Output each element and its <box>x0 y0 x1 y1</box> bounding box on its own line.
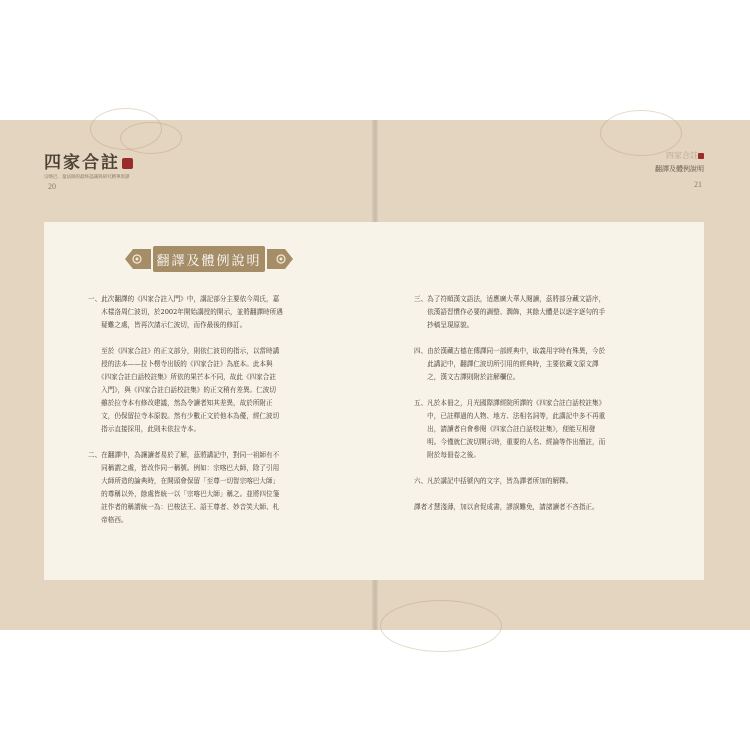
text-line: 四、由於漢藏古德在傳譯同一部經典中，取義用字時有殊異，今於 <box>414 347 606 355</box>
red-seal-icon <box>698 153 704 159</box>
paragraph <box>414 397 664 462</box>
right-page-number: 21 <box>694 180 702 189</box>
text-line: 此講記中，翻譯仁波切所引用的經典時，主要依藏文原文譯 <box>414 360 599 368</box>
text-line: 同稱謂之處，皆改作同一稱號。例如：宗喀巴大師，除了引用 <box>88 464 280 472</box>
text-line: 附於每冊卷之後。 <box>414 451 480 459</box>
text-line: 五、凡於本冊之，月光國際譯經院所譯的《四家合註白話校註集》 <box>414 399 606 407</box>
text-line: 大師所造的論典時，在開頭會保留「至尊一切智宗喀巴大師」 <box>88 477 280 485</box>
text-line: 文，仍保留拉寺本原貌。然有少數正文於他本為優，經仁波切 <box>88 412 280 420</box>
section-title-banner <box>125 246 293 272</box>
ornament-right-icon <box>267 249 293 269</box>
text-line: 之，漢文古譯則附於註解欄位。 <box>414 373 520 381</box>
left-page-header <box>44 148 133 180</box>
paragraph <box>414 501 664 514</box>
text-line: 《四家合註白話校註集》所依的果芒本不同，故此《四家合註 <box>88 373 276 381</box>
series-subtitle: 宗喀巴．量法師的最終認識與研究精華原譯 <box>44 175 130 180</box>
text-line: 授的法本——拉卜楞寺出版的《四家合註》為底本。此本與 <box>88 360 273 368</box>
left-page-number: 20 <box>48 182 56 191</box>
section-title: 翻譯及體例說明 <box>156 253 262 269</box>
text-line: 中，已註釋過的人物、地方、法相名詞等，此講記中多不再重 <box>414 412 606 420</box>
text-line: 入門》，與《四家合註白話校註集》的正文稍有差異。仁波切 <box>88 386 276 394</box>
right-text-column <box>414 293 664 527</box>
running-title: 翻譯及體例說明 <box>655 165 704 173</box>
left-text-column <box>88 293 353 540</box>
text-line: 依漢語習慣作必要的調整、潤飾，其餘大體是以逐字逐句的手 <box>414 308 606 316</box>
series-logo: 四家合註 <box>44 148 133 173</box>
right-page-header <box>600 150 704 174</box>
text-line: 疑難之處，皆再次請示仁波切，而作最後的修訂。 <box>88 321 247 329</box>
text-line: 的尊稱以外，餘處皆統一以「宗喀巴大師」稱之。並將四位箋 <box>88 490 280 498</box>
text-line: 抄稿呈現原貌。 <box>414 321 474 329</box>
text-line: 出，請讀者自會參閱《四家合註白話校註集》，便能互相發 <box>414 425 596 433</box>
text-line: 帝格西。 <box>88 516 128 524</box>
text-line: 六、凡於講記中括號內的文字，皆為譯者所加的解釋。 <box>414 477 573 485</box>
decorative-swirl <box>380 600 502 652</box>
text-line: 雖於拉寺本有修改建議，然為令讀者知其差異，故於所附正 <box>88 399 273 407</box>
text-line: 木樣洛周仁波切，於2002年開始講授的開示，並將翻譯時所遇 <box>88 308 283 316</box>
text-line: 指示直接採用，此則未依拉寺本。 <box>88 425 201 433</box>
text-line: 二、在翻譯中，為讓讀者易於了解，茲將講記中，對同一祖師有不 <box>88 451 280 459</box>
ornament-left-icon <box>125 249 151 269</box>
text-line: 至於《四家合註》的正文部分，則依仁波切的指示，以當時講 <box>88 347 280 355</box>
red-seal-icon <box>122 158 133 169</box>
text-line: 譯者才慧淺薄，加以倉促成書，謬誤難免，請諸讀者不吝指正。 <box>414 503 599 511</box>
paragraph <box>414 475 664 488</box>
text-line: 明。今僅就仁波切開示時，重要的人名、經論等作出簡註，而 <box>414 438 606 446</box>
paragraph <box>88 345 353 436</box>
paragraph <box>88 293 353 332</box>
paragraph <box>414 345 664 384</box>
series-logo-small: 四家合註 <box>600 150 704 161</box>
paragraph <box>88 449 353 527</box>
paragraph <box>414 293 664 332</box>
text-line: 一、此次翻譯的《四家合註入門》中，講記部分主要依今周氏，嘉 <box>88 295 280 303</box>
text-line: 三、為了符順漢文語法，适應廣大華人閱讀，茲將部分藏文語序， <box>414 295 606 303</box>
text-line: 註作者的稱謂統一為：巴梭法王、語王尊者、妙音笑大師、札 <box>88 503 280 511</box>
